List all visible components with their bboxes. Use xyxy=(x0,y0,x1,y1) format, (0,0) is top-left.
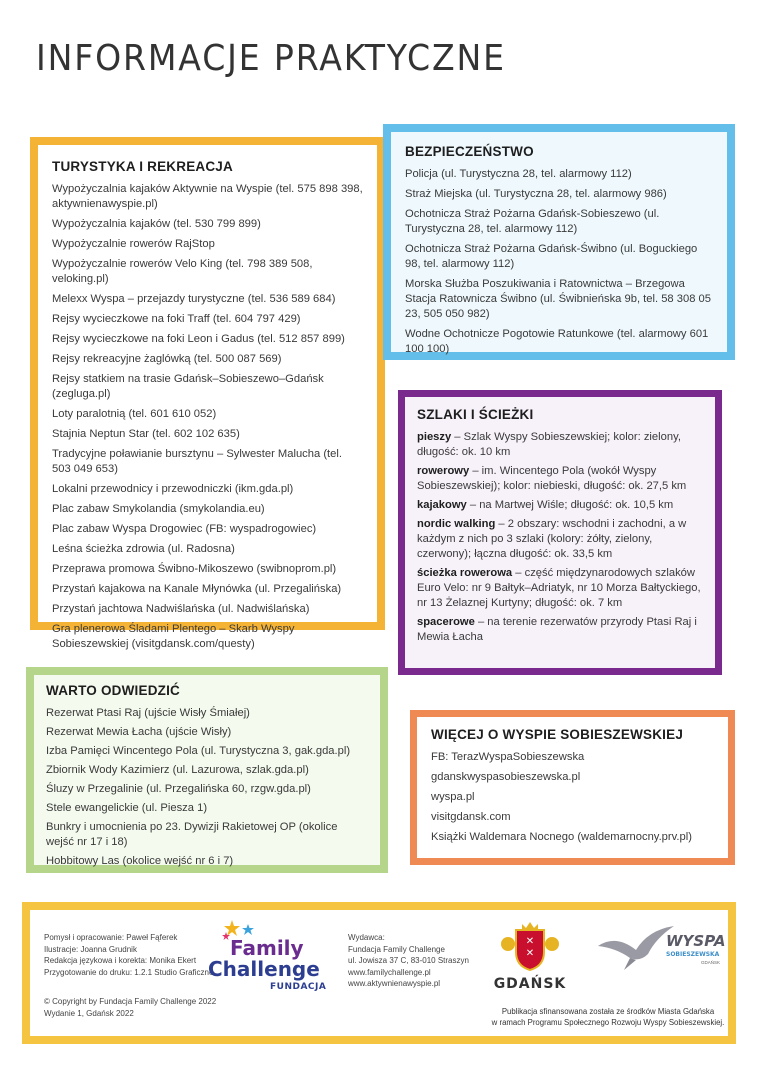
family-challenge-fundacja: FUNDACJA xyxy=(270,982,327,992)
credit-line: Ilustracje: Joanna Grudnik xyxy=(44,944,137,954)
list-item: Wypożyczalnie rowerów Velo King (tel. 798 389 508, veloking.pl) xyxy=(52,258,313,285)
credit-line: Redakcja językowa i korekta: Monika Ekert xyxy=(44,956,197,965)
trail-name: spacerowe xyxy=(417,616,475,628)
list-item: Wodne Ochotnicze Pogotowie Ratunkowe (tel. alarmowy 601 100 100) xyxy=(405,328,709,355)
trail-item xyxy=(417,464,703,494)
publisher-line: Fundacja Family Challenge xyxy=(348,944,445,954)
trail-name: kajakowy xyxy=(417,499,467,511)
list-item: Hobbitowy Las (okolice wejść nr 6 i 7) xyxy=(46,855,234,867)
link-item: gdanskwyspasobieszewska.pl xyxy=(431,771,581,783)
list-item: Leśna ścieżka zdrowia (ul. Radosna) xyxy=(52,543,235,555)
publisher-line: www.aktywnienawyspie.pl xyxy=(348,979,441,988)
gdansk-logo xyxy=(490,920,570,1000)
seagull-icon xyxy=(596,924,676,974)
list-item: Zbiornik Wody Kazimierz (ul. Lazurowa, szlak.gda.pl) xyxy=(46,764,309,776)
page-title: INFORMACJE PRAKTYCZNE xyxy=(36,38,506,79)
gdansk-coat-of-arms-icon xyxy=(500,920,560,976)
publisher-line: www.familychallenge.pl xyxy=(348,967,431,977)
link-item: Książki Waldemara Nocnego (waldemarnocny.prv.pl) xyxy=(431,831,692,843)
wyspa-city-wordmark: GDAŃSK xyxy=(701,960,721,965)
list-item: Rezerwat Ptasi Raj (ujście Wisły Śmiałej) xyxy=(46,707,250,719)
family-challenge-family: Family xyxy=(230,936,304,960)
warto-section xyxy=(26,667,388,873)
list-item: Rejsy statkiem na trasie Gdańsk–Sobieszewo–Gdańsk (zegluga.pl) xyxy=(52,373,324,400)
list-item: Rezerwat Mewia Łacha (ujście Wisły) xyxy=(46,726,232,738)
list-item: Tradycyjne poławianie bursztynu – Sylwester Malucha (tel. 503 049 653) xyxy=(52,448,342,475)
list-item: Loty paralotnią (tel. 601 610 052) xyxy=(52,408,217,420)
svg-text:✕: ✕ xyxy=(525,936,535,947)
trail-desc: – na Martwej Wiśle; długość: ok. 10,5 km xyxy=(466,499,674,511)
szlaki-list xyxy=(417,430,703,645)
turystyka-heading: TURYSTYKA I REKREACJA xyxy=(52,159,233,174)
trail-item xyxy=(417,615,703,645)
list-item: Rejsy wycieczkowe na foki Traff (tel. 604 797 429) xyxy=(52,313,301,325)
bezpieczenstwo-list xyxy=(405,167,713,357)
funding-note xyxy=(478,1006,738,1028)
list-item: Wypożyczalnia kajaków (tel. 530 799 899) xyxy=(52,218,261,230)
list-item: Wypożyczalnie rowerów RajStop xyxy=(52,238,215,250)
trail-name: ścieżka rowerowa xyxy=(417,567,513,579)
link-item: wyspa.pl xyxy=(431,791,475,803)
list-item: Ochotnicza Straż Pożarna Gdańsk-Sobieszewo (ul. Turystyczna 28, tel. alarmowy 112) xyxy=(405,208,660,235)
link-item: visitgdansk.com xyxy=(431,811,511,823)
list-item: Przeprawa promowa Świbno-Mikoszewo (swibnoprom.pl) xyxy=(52,563,337,575)
credits xyxy=(44,932,213,978)
publisher-line: ul. Jowisza 37 C, 83-010 Straszyn xyxy=(348,956,469,965)
list-item: Przystań jachtowa Nadwiślańska (ul. Nadwiślańska) xyxy=(52,603,310,615)
list-item: Izba Pamięci Wincentego Pola (ul. Turystyczna 3, gak.gda.pl) xyxy=(46,745,351,757)
list-item: Wypożyczalnia kajaków Aktywnie na Wyspie (tel. 575 898 398, aktywnienawyspie.pl) xyxy=(52,183,363,210)
szlaki-section xyxy=(398,390,722,675)
list-item: Gra plenerowa Śladami Plentego – Skarb Wyspy Sobieszewskiej (visitgdansk.com/questy) xyxy=(52,623,295,650)
wiecej-section xyxy=(410,710,735,865)
trail-desc: – część międzynarodowych szlaków Euro Velo: nr 9 Bałtyk–Adriatyk, nr 10 Morza Bałtyckiego, nr 13 Żelaznej Kurtyny; długość: ok. 7 km xyxy=(417,567,701,609)
list-item: Plac zabaw Smykolandia (smykolandia.eu) xyxy=(52,503,265,515)
wyspa-sobieszewska-logo xyxy=(596,924,726,984)
list-item: Ochotnicza Straż Pożarna Gdańsk-Świbno (ul. Boguckiego 98, tel. alarmowy 112) xyxy=(405,243,698,270)
list-item: Plac zabaw Wyspa Drogowiec (FB: wyspadrogowiec) xyxy=(52,523,317,535)
list-item: Śluzy w Przegalinie (ul. Przegalińska 60, rzgw.gda.pl) xyxy=(46,783,311,795)
copyright-line: © Copyright by Fundacja Family Challenge 2022 xyxy=(44,997,217,1006)
list-item: Melexx Wyspa – przejazdy turystyczne (tel. 536 589 684) xyxy=(52,293,336,305)
copyright xyxy=(44,996,216,1019)
trail-name: nordic walking xyxy=(417,518,496,530)
trail-name: rowerowy xyxy=(417,465,470,477)
trail-item xyxy=(417,430,703,460)
funding-line: Publikacja sfinansowana została ze środków Miasta Gdańska xyxy=(501,1007,715,1016)
footer xyxy=(22,902,736,1044)
list-item: Lokalni przewodnicy i przewodniczki (ikm.gda.pl) xyxy=(52,483,294,495)
funding-line: w ramach Programu Społecznego Rozwoju Wyspy Sobieszewskiej. xyxy=(491,1018,725,1027)
link-item: FB: TerazWyspaSobieszewska xyxy=(431,751,585,763)
family-challenge-logo xyxy=(208,926,348,1006)
turystyka-section xyxy=(30,137,385,650)
trail-name: pieszy xyxy=(417,431,452,443)
credit-line: Przygotowanie do druku: 1.2.1 Studio Graficzne xyxy=(44,967,214,977)
list-item: Morska Służba Poszukiwania i Ratownictwa – Brzegowa Stacja Ratownicza Świbno (ul. Świbnieńska 9b, tel. 58 308 05 23, 505 050 982) xyxy=(405,278,711,320)
list-item: Rejsy wycieczkowe na foki Leon i Gadus (tel. 512 857 899) xyxy=(52,333,345,345)
trail-item xyxy=(417,498,703,513)
trail-desc: – 2 obszary: wschodni i zachodni, a w każdym z nich po 3 szlaki (kolory: żółty, zielony, czerwony); łączna długość: ok. 33,5 km xyxy=(417,518,687,560)
list-item: Przystań kajakowa na Kanale Młynówka (ul. Przegalińska) xyxy=(52,583,342,595)
credit-line: Pomysł i opracowanie: Paweł Fąferek xyxy=(44,933,178,942)
wiecej-heading: WIĘCEJ O WYSPIE SOBIESZEWSKIEJ xyxy=(431,727,684,742)
list-item: Bunkry i umocnienia po 23. Dywizji Rakietowej OP (okolice wejść nr 17 i 18) xyxy=(46,821,338,848)
szlaki-heading: SZLAKI I ŚCIEŻKI xyxy=(417,407,534,422)
bezpieczenstwo-heading: BEZPIECZEŃSTWO xyxy=(405,144,534,159)
list-item: Policja (ul. Turystyczna 28, tel. alarmowy 112) xyxy=(405,168,632,180)
warto-heading: WARTO ODWIEDZIĆ xyxy=(46,683,180,698)
gdansk-wordmark: GDAŃSK xyxy=(493,976,567,992)
turystyka-list xyxy=(52,182,363,652)
warto-list xyxy=(46,706,368,869)
publisher xyxy=(348,932,469,990)
list-item: Stajnia Neptun Star (tel. 602 102 635) xyxy=(52,428,240,440)
wiecej-list xyxy=(431,750,714,845)
wyspa-sub-wordmark: SOBIESZEWSKA xyxy=(666,951,720,958)
publisher-line: Wydawca: xyxy=(348,933,385,942)
list-item: Stele ewangelickie (ul. Piesza 1) xyxy=(46,802,208,814)
trail-item xyxy=(417,566,703,611)
edition-line: Wydanie 1, Gdańsk 2022 xyxy=(44,1008,134,1018)
wyspa-wordmark: WYSPA xyxy=(666,932,726,950)
trail-desc: – na terenie rezerwatów przyrody Ptasi Raj i Mewia Łacha xyxy=(417,616,697,643)
family-challenge-challenge: Challenge xyxy=(208,957,320,981)
bezpieczenstwo-section xyxy=(383,124,735,360)
trail-desc: – Szlak Wyspy Sobieszewskiej; kolor: zielony, długość: ok. 10 km xyxy=(417,431,681,458)
trail-item xyxy=(417,517,703,562)
list-item: Rejsy rekreacyjne żaglówką (tel. 500 087 569) xyxy=(52,353,282,365)
svg-text:✕: ✕ xyxy=(525,948,535,959)
trail-desc: – im. Wincentego Pola (wokół Wyspy Sobieszewskiej); kolor: niebieski, długość: ok. 27,5 km xyxy=(417,465,687,492)
list-item: Straż Miejska (ul. Turystyczna 28, tel. alarmowy 986) xyxy=(405,188,667,200)
